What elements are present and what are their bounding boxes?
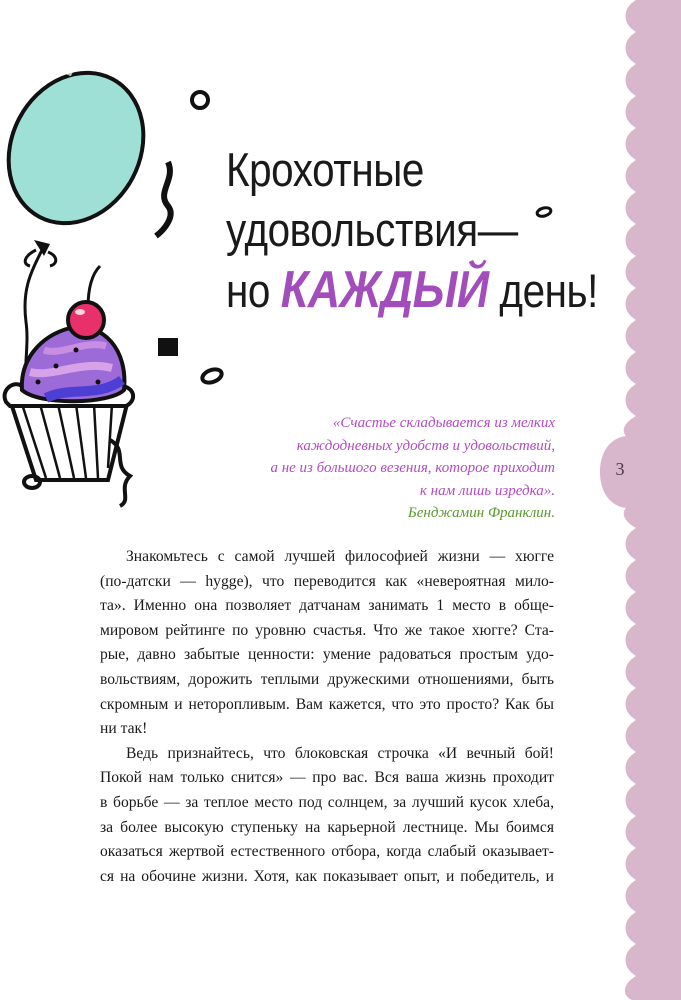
paragraph-2 (100, 742, 554, 890)
title-line-3-prefix: но (226, 264, 270, 317)
text-line: Ведь признайтесь, что блоковская строчка «И вечный бой! (126, 744, 554, 762)
title-line-3 (226, 260, 598, 321)
title-line-1: Крохотные (226, 143, 424, 196)
text-line: Знакомьтесь с самой лучшей философией жизни — хюгге (126, 548, 554, 565)
text-line: скромным и неторопливым. Вам кажется, что это просто? Как бы (100, 695, 554, 713)
text-line: (по-датски — hygge), что переводится как «невероятная мило- (100, 572, 554, 590)
text-line: Покой нам только снится» — про вас. Вся ваша жизнь проходит (100, 769, 554, 787)
page-title (226, 140, 598, 321)
text-line: ни так! (100, 720, 148, 738)
epigraph-line: «Счастье складывается из мелких (332, 415, 555, 431)
body-text (100, 545, 554, 889)
epigraph-line: а не из большого везения, которое приходит (270, 460, 555, 476)
text-line: рые, давно забытые ценности: умение радоваться простым удо- (100, 646, 554, 664)
text-line: оказаться жертвой естественного отбора, когда слабый оказывает- (100, 843, 554, 861)
text-line: та». Именно она позволяет датчанам занимать 1 место в обще- (100, 597, 554, 615)
text-line: ся на обочине жизни. Хотя, как показывает опыт, и победитель, и (100, 867, 554, 885)
epigraph-author: Бенджамин Франклин. (407, 505, 555, 521)
title-emphasis: КАЖДЫЙ (280, 261, 489, 319)
page-number: 3 (615, 459, 625, 479)
text-line: мировом рейтинге по уровню счастья. Что же такое хюгге? Ста- (100, 621, 554, 639)
text-line: вольствиям, дорожить теплыми дружескими отношениями, быть (100, 670, 554, 688)
epigraph (210, 412, 555, 525)
scalloped-page-edge (600, 0, 681, 1000)
cherry-icon (68, 266, 104, 338)
title-line-3-suffix: день! (499, 264, 598, 317)
text-line: в борьбе — за теплое место под солнцем, за лучший кусок хлеба, (100, 793, 554, 811)
cupcake-icon (5, 327, 134, 480)
epigraph-line: к нам лишь изредка». (419, 482, 555, 499)
paragraph-1 (100, 545, 554, 742)
text-line: за более высокую ступеньку на карьерной лестнице. Мы боимся (100, 818, 554, 836)
epigraph-line: каждодневных удобств и удовольствий, (296, 437, 555, 454)
title-line-2: удовольствия— (226, 203, 518, 256)
